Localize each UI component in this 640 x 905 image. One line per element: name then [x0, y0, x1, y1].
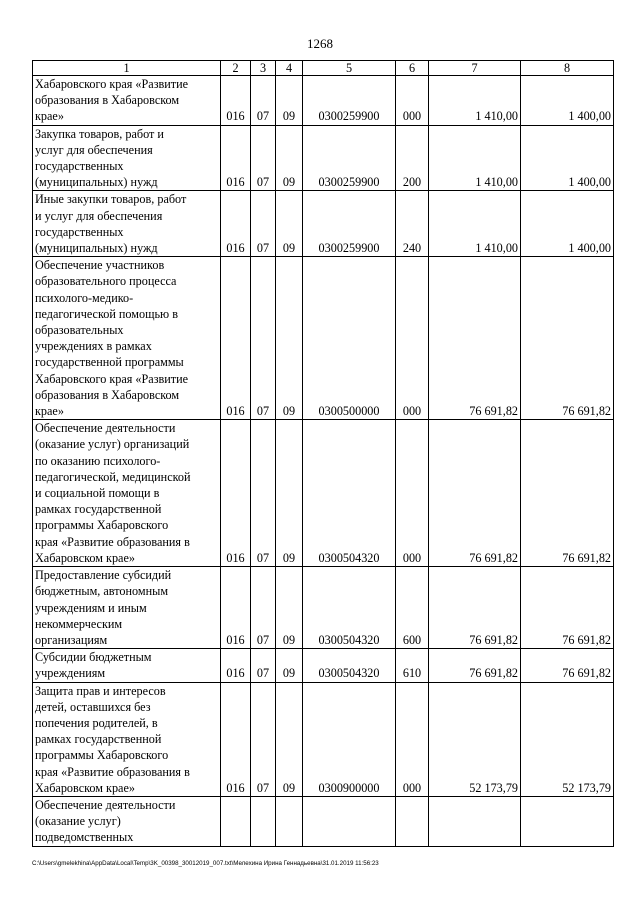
row-name-line: Хабаровском крае»: [35, 550, 135, 565]
section-cell: [251, 796, 276, 846]
row-name-cell: [33, 257, 221, 420]
target-article-cell: 0300504320: [303, 567, 396, 649]
target-article-cell: 0300504320: [303, 649, 396, 682]
row-name-line: попечения родителей, в: [35, 715, 158, 730]
table-row: [33, 76, 614, 126]
amount-cell: 76 691,82: [521, 420, 614, 567]
row-name-line: организациям: [35, 632, 108, 647]
row-name-line: крае»: [35, 404, 64, 419]
row-name-line: образовательных: [35, 323, 124, 338]
code-cell: 016: [221, 649, 251, 682]
table-row: [33, 257, 614, 420]
table-row: [33, 682, 614, 796]
header-cell: 1: [33, 61, 221, 76]
target-article-cell: 0300500000: [303, 257, 396, 420]
table-row: [33, 567, 614, 649]
amount-cell: 1 410,00: [429, 125, 521, 191]
target-article-cell: 0300259900: [303, 191, 396, 257]
row-name-line: Субсидии бюджетным: [35, 650, 152, 665]
amount-cell: 1 400,00: [521, 76, 614, 126]
code-cell: 016: [221, 567, 251, 649]
code-cell: 016: [221, 420, 251, 567]
row-name-line: педагогической помощью в: [35, 306, 178, 321]
expense-type-cell: 240: [396, 191, 429, 257]
code-cell: 016: [221, 191, 251, 257]
row-name-cell: [33, 682, 221, 796]
section-cell: 07: [251, 420, 276, 567]
section-cell: 07: [251, 682, 276, 796]
row-name-line: психолого-медико-: [35, 290, 134, 305]
amount-cell: [521, 796, 614, 846]
row-name-line: Обеспечение участников: [35, 258, 165, 273]
table-header-row: [33, 61, 614, 76]
row-name-line: государственных: [35, 224, 124, 239]
amount-cell: 76 691,82: [521, 567, 614, 649]
subsection-cell: 09: [276, 420, 303, 567]
expense-type-cell: 200: [396, 125, 429, 191]
amount-cell: 76 691,82: [429, 420, 521, 567]
code-cell: [221, 796, 251, 846]
expense-type-cell: 000: [396, 420, 429, 567]
code-cell: 016: [221, 257, 251, 420]
table-row: [33, 420, 614, 567]
row-name-line: учреждениям и иным: [35, 600, 147, 615]
target-article-cell: [303, 796, 396, 846]
row-name-line: образования в Хабаровском: [35, 387, 180, 402]
row-name-line: учреждениям: [35, 666, 106, 681]
row-name-line: государственных: [35, 159, 124, 174]
row-name-line: программы Хабаровского: [35, 518, 169, 533]
code-cell: 016: [221, 76, 251, 126]
section-cell: 07: [251, 257, 276, 420]
amount-cell: 76 691,82: [521, 649, 614, 682]
section-cell: 07: [251, 649, 276, 682]
header-cell: 6: [396, 61, 429, 76]
table-body: [33, 76, 614, 847]
file-path-footer: C:\Users\gmelekhina\AppData\Local\Temp\3K_00398_30012019_007.txt\Мелехина Ирина Геннадьевна\31.01.2019 11:56:23: [32, 860, 379, 867]
row-name-line: Обеспечение деятельности: [35, 797, 176, 812]
row-name-line: края «Развитие образования в: [35, 534, 190, 549]
target-article-cell: 0300259900: [303, 76, 396, 126]
row-name-cell: [33, 796, 221, 846]
row-name-line: Защита прав и интересов: [35, 683, 166, 698]
row-name-line: крае»: [35, 109, 64, 124]
row-name-line: Обеспечение деятельности: [35, 421, 176, 436]
row-name-line: (оказание услуг): [35, 814, 121, 829]
amount-cell: 1 400,00: [521, 125, 614, 191]
amount-cell: 76 691,82: [429, 257, 521, 420]
subsection-cell: 09: [276, 257, 303, 420]
row-name-line: (оказание услуг) организаций: [35, 437, 190, 452]
row-name-line: (муниципальных) нужд: [35, 241, 158, 256]
code-cell: 016: [221, 125, 251, 191]
subsection-cell: 09: [276, 125, 303, 191]
row-name-line: Хабаровском крае»: [35, 780, 135, 795]
section-cell: 07: [251, 191, 276, 257]
row-name-line: Предоставление субсидий: [35, 568, 172, 583]
header-cell: 8: [521, 61, 614, 76]
amount-cell: 52 173,79: [429, 682, 521, 796]
amount-cell: 1 400,00: [521, 191, 614, 257]
row-name-line: и социальной помощи в: [35, 486, 160, 501]
row-name-line: Закупка товаров, работ и: [35, 126, 164, 141]
row-name-cell: [33, 567, 221, 649]
row-name-line: по оказанию психолого-: [35, 453, 161, 468]
row-name-line: края «Развитие образования в: [35, 764, 190, 779]
row-name-cell: [33, 649, 221, 682]
row-name-line: образовательного процесса: [35, 274, 177, 289]
header-cell: 5: [303, 61, 396, 76]
amount-cell: 1 410,00: [429, 76, 521, 126]
section-cell: 07: [251, 567, 276, 649]
expense-type-cell: 600: [396, 567, 429, 649]
row-name-cell: [33, 420, 221, 567]
row-name-line: образования в Хабаровском: [35, 93, 180, 108]
row-name-line: услуг для обеспечения: [35, 142, 153, 157]
row-name-cell: [33, 191, 221, 257]
subsection-cell: [276, 796, 303, 846]
section-cell: 07: [251, 125, 276, 191]
row-name-line: (муниципальных) нужд: [35, 175, 158, 190]
subsection-cell: 09: [276, 76, 303, 126]
subsection-cell: 09: [276, 682, 303, 796]
table-row: [33, 191, 614, 257]
row-name-line: детей, оставшихся без: [35, 699, 151, 714]
header-cell: 7: [429, 61, 521, 76]
subsection-cell: 09: [276, 191, 303, 257]
row-name-line: программы Хабаровского: [35, 748, 169, 763]
page-number: 1268: [307, 36, 333, 51]
header-cell: 3: [251, 61, 276, 76]
row-name-line: и услуг для обеспечения: [35, 208, 163, 223]
amount-cell: 76 691,82: [429, 649, 521, 682]
row-name-cell: [33, 125, 221, 191]
table-row: [33, 125, 614, 191]
budget-table: [32, 60, 614, 847]
amount-cell: [429, 796, 521, 846]
target-article-cell: 0300900000: [303, 682, 396, 796]
row-name-line: педагогической, медицинской: [35, 469, 191, 484]
amount-cell: 1 410,00: [429, 191, 521, 257]
target-article-cell: 0300504320: [303, 420, 396, 567]
row-name-line: государственной программы: [35, 355, 184, 370]
header-cell: 2: [221, 61, 251, 76]
expense-type-cell: [396, 796, 429, 846]
expense-type-cell: 000: [396, 682, 429, 796]
row-name-line: некоммерческим: [35, 616, 123, 631]
expense-type-cell: 000: [396, 76, 429, 126]
row-name-line: Иные закупки товаров, работ: [35, 192, 187, 207]
amount-cell: 52 173,79: [521, 682, 614, 796]
row-name-line: Хабаровского края «Развитие: [35, 77, 189, 91]
row-name-cell: [33, 76, 221, 126]
row-name-line: Хабаровского края «Развитие: [35, 371, 189, 386]
row-name-line: рамках государственной: [35, 502, 162, 517]
row-name-line: учреждениях в рамках: [35, 339, 152, 354]
row-name-line: подведомственных: [35, 830, 134, 845]
section-cell: 07: [251, 76, 276, 126]
expense-type-cell: 610: [396, 649, 429, 682]
expense-type-cell: 000: [396, 257, 429, 420]
amount-cell: 76 691,82: [521, 257, 614, 420]
row-name-line: рамках государственной: [35, 732, 162, 747]
code-cell: 016: [221, 682, 251, 796]
table-row: [33, 796, 614, 846]
subsection-cell: 09: [276, 567, 303, 649]
header-cell: 4: [276, 61, 303, 76]
table-row: [33, 649, 614, 682]
row-name-line: бюджетным, автономным: [35, 584, 169, 599]
target-article-cell: 0300259900: [303, 125, 396, 191]
subsection-cell: 09: [276, 649, 303, 682]
amount-cell: 76 691,82: [429, 567, 521, 649]
